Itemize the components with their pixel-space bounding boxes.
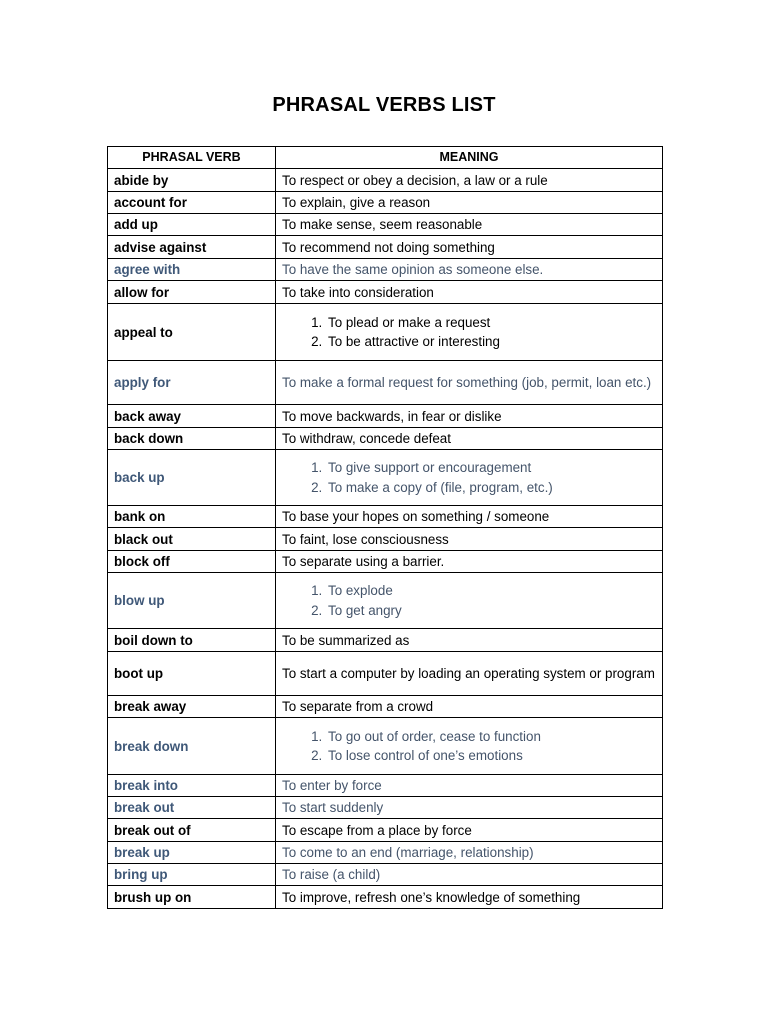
- meaning-cell: To be summarized as: [276, 629, 663, 652]
- meaning-cell: To make a formal request for something (job, permit, loan etc.): [276, 361, 663, 405]
- table-row: [108, 528, 663, 551]
- table-row: [108, 192, 663, 214]
- meaning-cell: To escape from a place by force: [276, 819, 663, 842]
- header-meaning: MEANING: [276, 147, 663, 169]
- table-row: [108, 428, 663, 450]
- verb-cell: allow for: [108, 281, 276, 304]
- meaning-list-item: 1. To go out of order, cease to function: [326, 727, 656, 747]
- meaning-list-item: 2. To lose control of one’s emotions: [326, 746, 656, 766]
- phrasal-verbs-table: [107, 146, 663, 909]
- table-row: [108, 405, 663, 428]
- meaning-list-item: 1. To give support or encouragement: [326, 458, 656, 478]
- meaning-cell: To move backwards, in fear or dislike: [276, 405, 663, 428]
- meaning-cell: To start suddenly: [276, 797, 663, 819]
- verb-cell: break down: [108, 718, 276, 775]
- table-row: [108, 361, 663, 405]
- verb-cell: appeal to: [108, 304, 276, 361]
- meaning-list-item: 1. To plead or make a request: [326, 313, 656, 333]
- table-row: [108, 236, 663, 259]
- table-row: [108, 819, 663, 842]
- meaning-cell: To respect or obey a decision, a law or a rule: [276, 169, 663, 192]
- verb-cell: bank on: [108, 506, 276, 528]
- meaning-cell: To enter by force: [276, 775, 663, 797]
- meaning-cell: To explain, give a reason: [276, 192, 663, 214]
- meaning-cell: To make sense, seem reasonable: [276, 214, 663, 236]
- verb-cell: break away: [108, 696, 276, 718]
- table-row: [108, 864, 663, 886]
- verb-cell: advise against: [108, 236, 276, 259]
- table-row: [108, 450, 663, 506]
- table-row: [108, 652, 663, 696]
- meaning-cell: To have the same opinion as someone else.: [276, 259, 663, 281]
- meaning-cell: To separate from a crowd: [276, 696, 663, 718]
- verb-cell: add up: [108, 214, 276, 236]
- table-row: [108, 304, 663, 361]
- verb-cell: apply for: [108, 361, 276, 405]
- meaning-cell: To faint, lose consciousness: [276, 528, 663, 551]
- meaning-list: [282, 313, 656, 352]
- table-row: [108, 797, 663, 819]
- verb-cell: break out of: [108, 819, 276, 842]
- meaning-cell: [276, 304, 663, 361]
- meaning-cell: To separate using a barrier.: [276, 551, 663, 573]
- table-row: [108, 551, 663, 573]
- verb-cell: agree with: [108, 259, 276, 281]
- meaning-cell: To withdraw, concede defeat: [276, 428, 663, 450]
- table-row: [108, 281, 663, 304]
- table-row: [108, 169, 663, 192]
- meaning-cell: To improve, refresh one’s knowledge of something: [276, 886, 663, 909]
- table-row: [108, 573, 663, 629]
- meaning-cell: To raise (a child): [276, 864, 663, 886]
- meaning-cell: To start a computer by loading an operating system or program: [276, 652, 663, 696]
- table-row: [108, 629, 663, 652]
- meaning-list: [282, 727, 656, 766]
- table-row: [108, 259, 663, 281]
- verb-cell: bring up: [108, 864, 276, 886]
- table-row: [108, 718, 663, 775]
- page-title: PHRASAL VERBS LIST: [272, 94, 496, 116]
- verb-cell: break out: [108, 797, 276, 819]
- verb-cell: back down: [108, 428, 276, 450]
- verb-cell: boil down to: [108, 629, 276, 652]
- meaning-cell: [276, 573, 663, 629]
- verb-cell: account for: [108, 192, 276, 214]
- verb-cell: break up: [108, 842, 276, 864]
- verb-cell: back away: [108, 405, 276, 428]
- verb-cell: back up: [108, 450, 276, 506]
- verb-cell: abide by: [108, 169, 276, 192]
- meaning-cell: To recommend not doing something: [276, 236, 663, 259]
- table-row: [108, 506, 663, 528]
- meaning-list-item: 2. To get angry: [326, 601, 656, 621]
- meaning-cell: To take into consideration: [276, 281, 663, 304]
- meaning-list: [282, 458, 656, 497]
- table-row: [108, 214, 663, 236]
- meaning-list-item: 1. To explode: [326, 581, 656, 601]
- verb-cell: brush up on: [108, 886, 276, 909]
- table-header-row: [108, 147, 663, 169]
- verb-cell: blow up: [108, 573, 276, 629]
- meaning-cell: [276, 718, 663, 775]
- meaning-cell: To base your hopes on something / someone: [276, 506, 663, 528]
- verb-cell: break into: [108, 775, 276, 797]
- meaning-list-item: 2. To be attractive or interesting: [326, 332, 656, 352]
- meaning-cell: To come to an end (marriage, relationship): [276, 842, 663, 864]
- meaning-list: [282, 581, 656, 620]
- table-row: [108, 775, 663, 797]
- verb-cell: black out: [108, 528, 276, 551]
- meaning-list-item: 2. To make a copy of (file, program, etc.): [326, 478, 656, 498]
- meaning-cell: [276, 450, 663, 506]
- table-row: [108, 886, 663, 909]
- table-row: [108, 696, 663, 718]
- verb-cell: block off: [108, 551, 276, 573]
- table-row: [108, 842, 663, 864]
- verb-cell: boot up: [108, 652, 276, 696]
- header-verb: PHRASAL VERB: [108, 147, 276, 169]
